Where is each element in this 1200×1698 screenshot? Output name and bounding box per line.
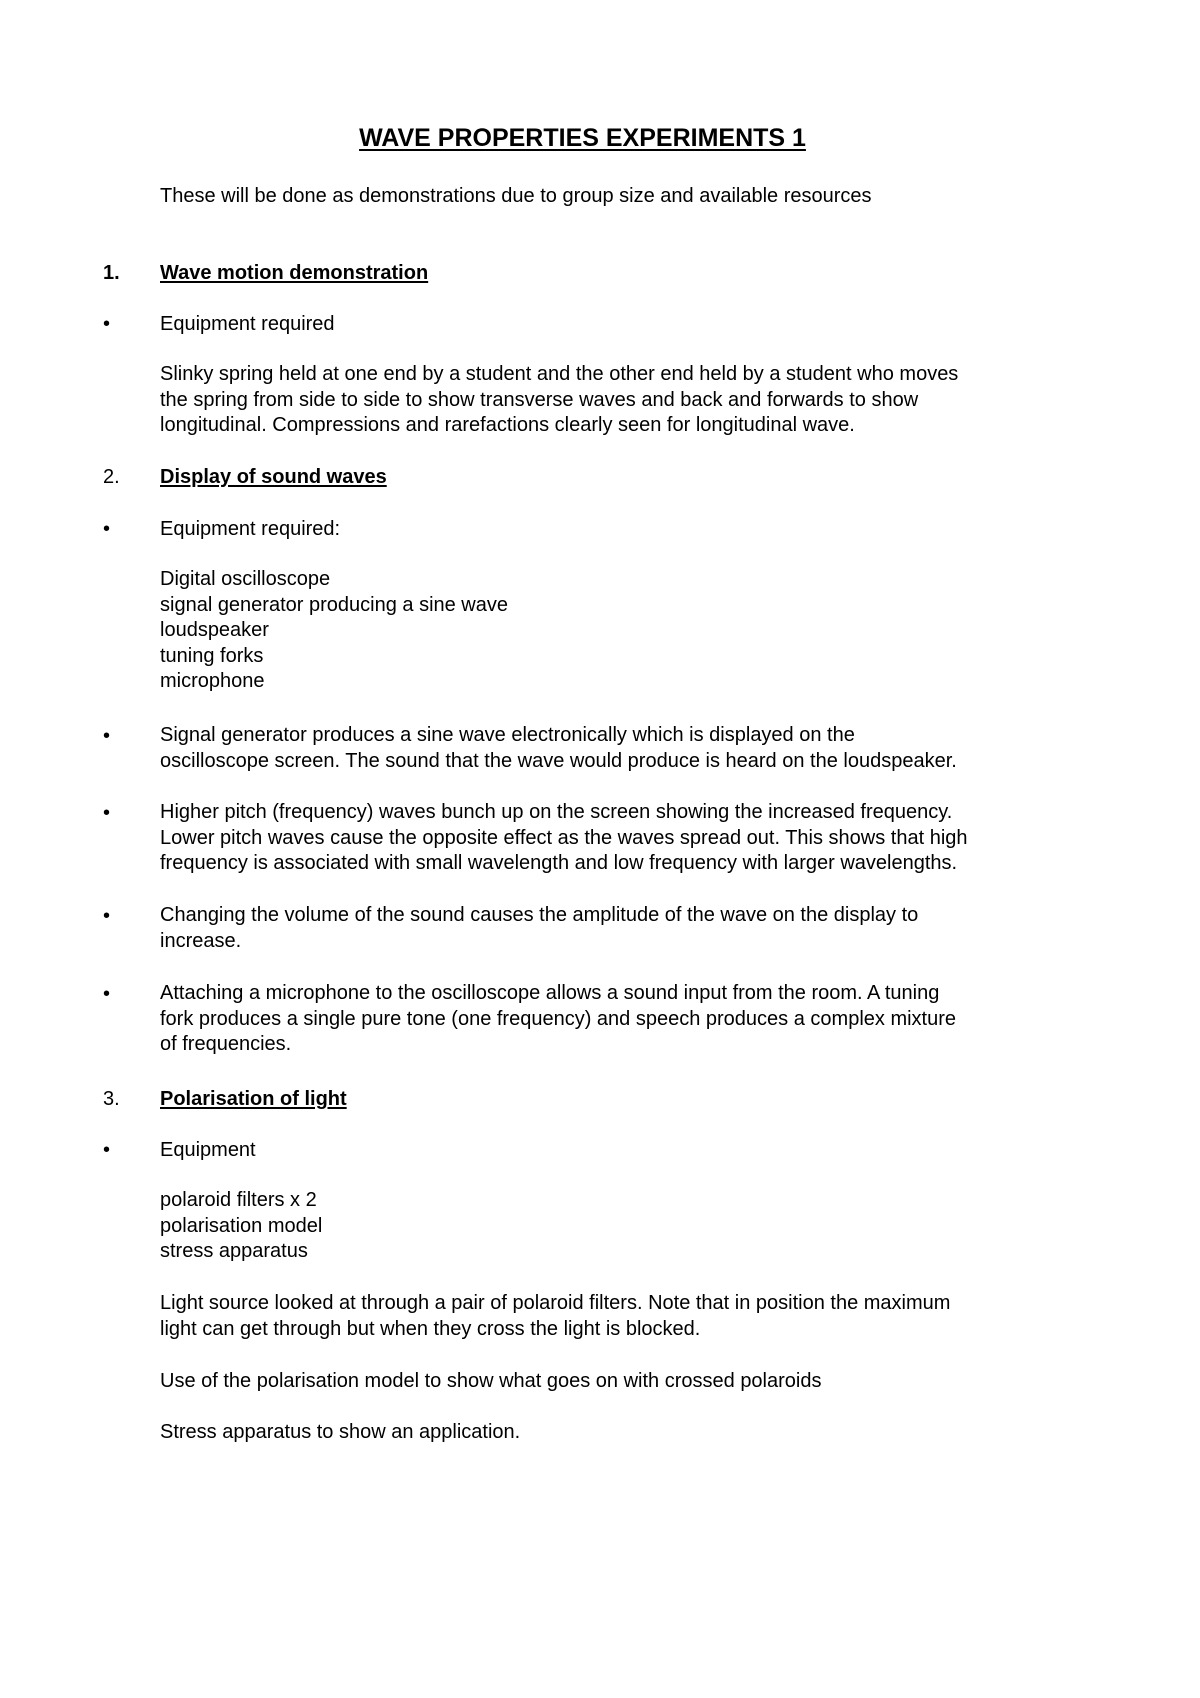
section-3-note-2: Stress apparatus to show an application. bbox=[160, 1421, 521, 1443]
paragraph-line: Signal generator produces a sine wave electronically which is displayed on the bbox=[160, 724, 855, 746]
paragraph-line: Higher pitch (frequency) waves bunch up on the screen showing the increased frequency. bbox=[160, 801, 953, 823]
bullet-marker: • bbox=[103, 802, 111, 824]
section-2-bullet-2 bbox=[160, 800, 968, 877]
section-1-number: 1. bbox=[103, 262, 120, 284]
paragraph-line: Light source looked at through a pair of polaroid filters. Note that in position the maximum bbox=[160, 1292, 951, 1314]
section-2-number: 2. bbox=[103, 466, 120, 488]
paragraph-line: frequency is associated with small wavelength and low frequency with larger wavelengths. bbox=[160, 852, 958, 874]
section-3-equipment-list bbox=[160, 1188, 322, 1265]
section-3-heading: Polarisation of light bbox=[160, 1088, 347, 1110]
paragraph-line: light can get through but when they cross the light is blocked. bbox=[160, 1317, 701, 1340]
list-item: polarisation model bbox=[160, 1214, 323, 1237]
section-1-paragraph bbox=[160, 362, 958, 439]
section-2-bullet-1 bbox=[160, 723, 957, 774]
section-2-bullet-4 bbox=[160, 981, 956, 1058]
bullet-marker: • bbox=[103, 725, 111, 747]
section-3-number: 3. bbox=[103, 1088, 120, 1110]
section-1-equipment-label: Equipment required bbox=[160, 313, 335, 335]
paragraph-line: fork produces a single pure tone (one frequency) and speech produces a complex mixture bbox=[160, 1007, 957, 1030]
bullet-marker: • bbox=[103, 983, 111, 1005]
section-3-equipment-label: Equipment bbox=[160, 1139, 256, 1161]
list-item: tuning forks bbox=[160, 644, 264, 667]
section-2-heading: Display of sound waves bbox=[160, 466, 387, 488]
section-1-heading: Wave motion demonstration bbox=[160, 262, 429, 284]
list-item: signal generator producing a sine wave bbox=[160, 593, 508, 616]
bullet-marker: • bbox=[103, 518, 111, 540]
paragraph-line: Slinky spring held at one end by a student and the other end held by a student who moves bbox=[160, 363, 959, 385]
bullet-marker: • bbox=[103, 905, 111, 927]
paragraph-line: Lower pitch waves cause the opposite effect as the waves spread out. This shows that high bbox=[160, 826, 968, 849]
paragraph-line: Changing the volume of the sound causes the amplitude of the wave on the display to bbox=[160, 904, 919, 926]
paragraph-line: Attaching a microphone to the oscilloscope allows a sound input from the room. A tuning bbox=[160, 982, 940, 1004]
section-2-equipment-label: Equipment required: bbox=[160, 518, 341, 540]
bullet-marker: • bbox=[103, 1139, 111, 1161]
list-item: Digital oscilloscope bbox=[160, 568, 331, 590]
list-item: polaroid filters x 2 bbox=[160, 1189, 317, 1211]
document-title: WAVE PROPERTIES EXPERIMENTS 1 bbox=[359, 124, 806, 152]
section-2-bullet-3 bbox=[160, 903, 918, 954]
bullet-marker: • bbox=[103, 313, 111, 335]
section-2-equipment-list bbox=[160, 567, 508, 695]
paragraph-line: longitudinal. Compressions and rarefactions clearly seen for longitudinal wave. bbox=[160, 414, 855, 436]
paragraph-line: increase. bbox=[160, 929, 242, 952]
list-item: microphone bbox=[160, 670, 265, 692]
paragraph-line: of frequencies. bbox=[160, 1033, 292, 1055]
list-item: stress apparatus bbox=[160, 1240, 308, 1262]
paragraph-line: the spring from side to side to show transverse waves and back and forwards to show bbox=[160, 388, 919, 411]
section-3-note-1: Use of the polarisation model to show what goes on with crossed polaroids bbox=[160, 1370, 822, 1392]
section-3-paragraph bbox=[160, 1291, 950, 1342]
list-item: loudspeaker bbox=[160, 619, 269, 641]
paragraph-line: oscilloscope screen. The sound that the wave would produce is heard on the loudspeaker. bbox=[160, 749, 957, 772]
intro-text: These will be done as demonstrations due to group size and available resources bbox=[160, 185, 872, 207]
